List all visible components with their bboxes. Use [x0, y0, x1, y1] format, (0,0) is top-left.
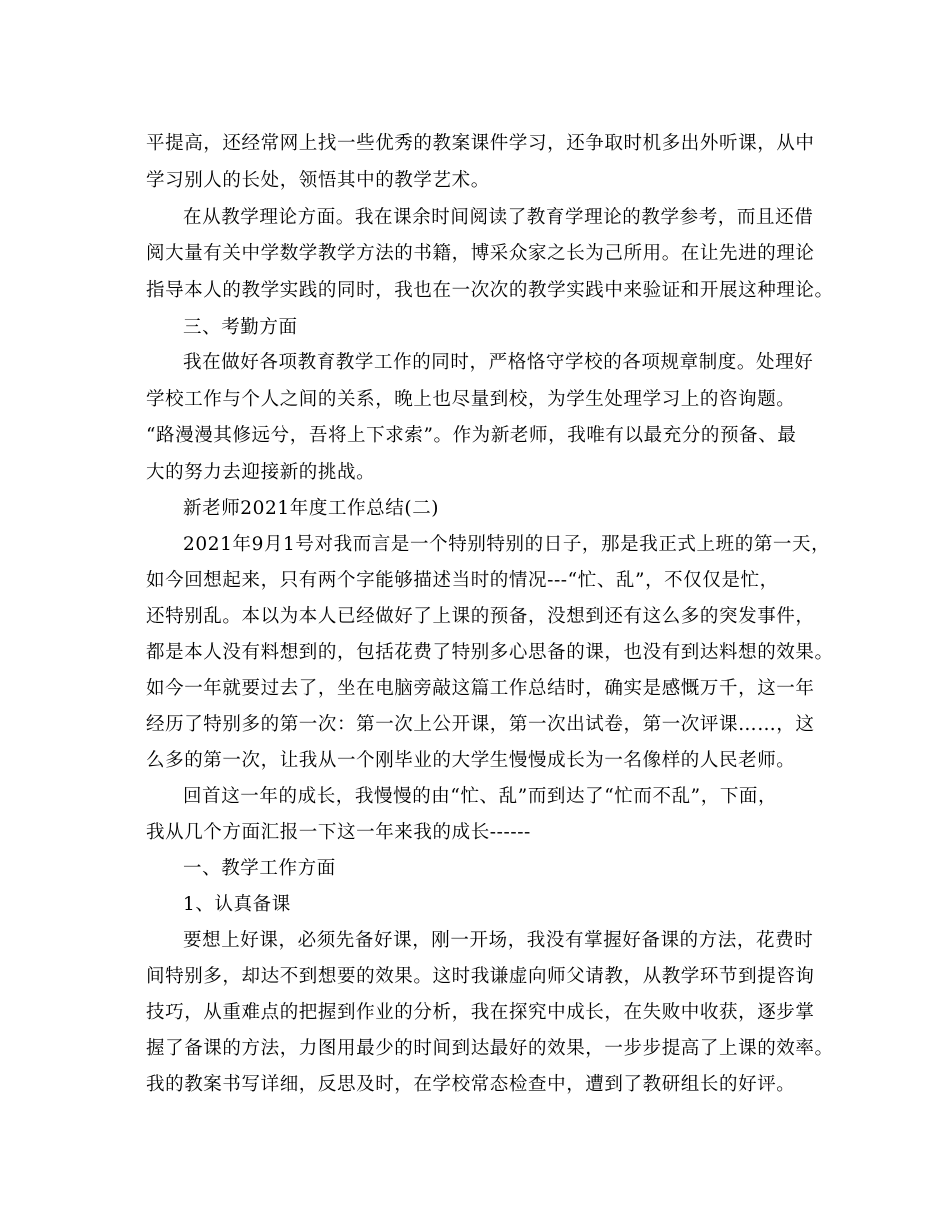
text-line: 握了备课的方法，力图用最少的时间到达最好的效果，一步步提高了上课的效率。	[146, 1038, 834, 1059]
section-heading: 一、教学工作方面	[183, 858, 336, 879]
text-line: 阅大量有关中学数学教学方法的书籍，博采众家之长为己所用。在让先进的理论	[146, 243, 815, 264]
text-line: 学校工作与个人之间的关系，晚上也尽量到校，为学生处理学习上的咨询题。	[146, 389, 796, 410]
paragraph-start-line: 2021年9月1号对我而言是一个特别特别的日子，那是我正式上班的第一天，	[183, 534, 831, 555]
text-line: 我从几个方面汇报一下这一年来我的成长------	[146, 822, 531, 843]
text-line: 如今一年就要过去了，坐在电脑旁敲这篇工作总结时，确实是感慨万千，这一年	[146, 678, 815, 699]
section-heading: 三、考勤方面	[183, 317, 298, 338]
document-subtitle: 新老师2021年度工作总结(二)	[183, 498, 440, 519]
paragraph-start-line: 我在做好各项教育教学工作的同时，严格恪守学校的各项规章制度。处理好	[183, 352, 814, 373]
text-line: “路漫漫其修远兮，吾将上下求索”。作为新老师，我唯有以最充分的预备、最	[146, 425, 797, 446]
paragraph-start-line: 回首这一年的成长，我慢慢的由“忙、乱”而到达了“忙而不乱”，下面，	[183, 786, 778, 807]
text-line: 指导本人的教学实践的同时，我也在一次次的教学实践中来验证和开展这种理论。	[146, 280, 834, 301]
text-line: 技巧，从重难点的把握到作业的分析，我在探究中成长，在失败中收获，逐步掌	[146, 1002, 815, 1023]
text-line: 大的努力去迎接新的挑战。	[146, 462, 376, 483]
text-line: 都是本人没有料想到的，包括花费了特别多心思备的课，也没有到达料想的效果。	[146, 642, 834, 663]
text-line: 我的教案书写详细，反思及时，在学校常态检查中，遭到了教研组长的好评。	[146, 1074, 796, 1095]
subsection-heading: 1、认真备课	[183, 894, 291, 915]
text-line: 平提高，还经常网上找一些优秀的教案课件学习，还争取时机多出外听课，从中	[146, 133, 815, 154]
text-line: 经历了特别多的第一次：第一次上公开课，第一次出试卷，第一次评课……，这	[146, 714, 815, 735]
paragraph-start-line: 要想上好课，必须先备好课，刚一开场，我没有掌握好备课的方法，花费时	[183, 930, 814, 951]
text-line: 么多的第一次，让我从一个刚毕业的大学生慢慢成长为一名像样的人民老师。	[146, 750, 796, 771]
paragraph-start-line: 在从教学理论方面。我在课余时间阅读了教育学理论的教学参考，而且还借	[183, 207, 814, 228]
text-line: 学习别人的长处，领悟其中的教学艺术。	[146, 170, 490, 191]
text-line: 还特别乱。本以为本人已经做好了上课的预备，没想到还有这么多的突发事件，	[146, 606, 815, 627]
text-line: 如今回想起来，只有两个字能够描述当时的情况---“忙、乱”，不仅仅是忙，	[146, 570, 779, 591]
text-line: 间特别多，却达不到想要的效果。这时我谦虚向师父请教，从教学环节到提咨询	[146, 966, 815, 987]
